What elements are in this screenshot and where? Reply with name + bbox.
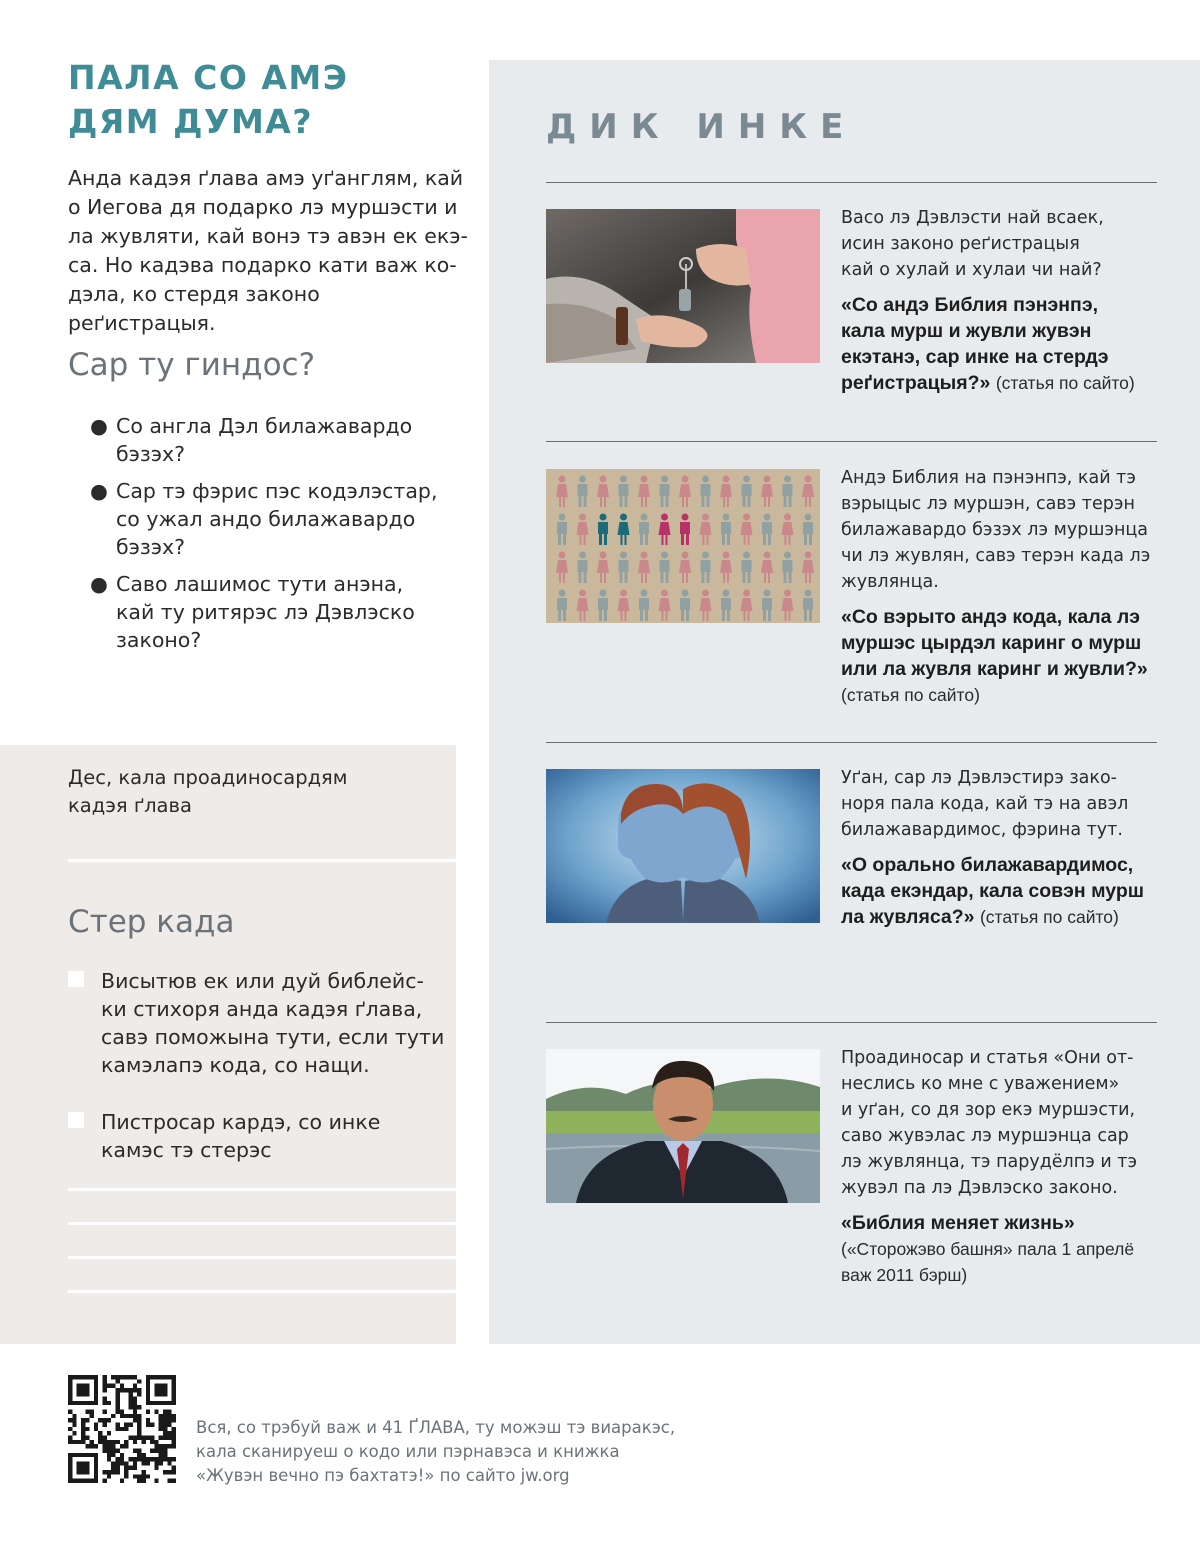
explore-item — [841, 1045, 1161, 1288]
todo-text: Висытюв ек или дуй библейс- ки стихоря анда кадэя ґлава, савэ поможына тути, если тути камэлапэ кода, со нащи. — [101, 969, 445, 1077]
article-source: («Сторожэво башня» пала 1 апрелё важ 2011 бэрш) — [841, 1239, 1135, 1285]
qr-code-graphic — [68, 1375, 176, 1483]
explore-item — [841, 465, 1161, 708]
todo-item[interactable] — [68, 1108, 448, 1164]
item-description: Проадиносар и статья «Они от- неслись ко мне с уважением» и уґан, со дя зор екэ муршэсти, саво жувэлас лэ муршэнца сар лэ жувлянца, тэ парудёлпэ и тэ жувэл па лэ Дэвлэско законо. — [841, 1048, 1138, 1198]
item-description: Васо лэ Дэвлэсти най всаек, исин законо реґистрацыя кай о хулай и хулаи чи най? — [841, 208, 1104, 280]
handing-over-keys-image — [546, 209, 820, 363]
silhouettes-photo[interactable] — [546, 769, 820, 923]
portrait-photo[interactable] — [546, 1049, 820, 1203]
man-and-woman-silhouettes-image — [546, 769, 820, 923]
todo-item[interactable] — [68, 967, 448, 1079]
item-description: Уґан, сар лэ Дэвлэстирэ зако- норя пала кода, кай тэ на авэл билажавардимос, фэрина тут. — [841, 768, 1129, 840]
list-item — [90, 570, 460, 654]
people-pictograms-image — [546, 469, 820, 623]
page-title: ПАЛА СО АМЭ ДЯМ ДУМА? — [68, 58, 349, 141]
question-text: Сар тэ фэрис пэс кодэлэстар, со ужал андо билажавардо бэзэх? — [116, 479, 438, 559]
bullet-icon: ● — [90, 479, 108, 503]
list-item — [90, 477, 460, 561]
intro-paragraph: Анда кадэя ґлава амэ уґанглям, кай о Иегова дя подарко лэ муршэсти и ла жувляти, кай вонэ тэ авэн ек екэ- са. Но кадэва подарко кати важ ко- дэла, ко стердя законо реґистрацыя. — [68, 166, 468, 335]
question-text: Со англа Дэл билажавардо бэзэх? — [116, 414, 413, 466]
divider — [546, 182, 1157, 183]
footer-text: Вся, со трэбуй важ и 41 ҐЛАВА, ту можэш тэ виаракэс, кала сканируеш о кодо или пэрнавэса и книжка «Жувэн вечно пэ бахтатэ!» по сайто jw.org — [196, 1418, 676, 1485]
writing-line[interactable] — [68, 1290, 456, 1293]
explore-title: ДИК ИНКЕ — [546, 107, 857, 147]
article-title[interactable]: «О орально билажавардимос, када екэндар, кала совэн мурш ла жувляса?» — [841, 854, 1144, 928]
summary-text: Дес, кала проадиносардям кадэя ґлава — [68, 766, 348, 817]
article-source: (статья по сайто) — [995, 373, 1135, 393]
writing-line[interactable] — [68, 1222, 456, 1225]
todo-text: Пистросар кардэ, со инке камэс тэ стерэс — [101, 1110, 381, 1162]
item-description: Андэ Библия на пэнэнпэ, кай тэ вэрыцыс лэ муршэн, савэ терэн билажавардо бэзэх лэ муршэнца чи лэ жувлян, савэ терэн када лэ жувлянца. — [841, 468, 1151, 592]
explore-item — [841, 765, 1161, 930]
pictogram-photo[interactable] — [546, 469, 820, 623]
list-item — [90, 412, 460, 468]
item-link[interactable] — [841, 1210, 1161, 1288]
item-link[interactable] — [841, 852, 1161, 930]
divider — [546, 1022, 1157, 1023]
article-source: (статья по сайто) — [841, 685, 980, 705]
explore-item — [841, 205, 1161, 396]
todo-heading: Стер када — [68, 904, 235, 940]
questions-list — [90, 412, 460, 663]
intro-block — [68, 56, 468, 338]
item-link[interactable] — [841, 604, 1161, 708]
question-text: Саво лашимос тути анэна, кай ту ритярэс лэ Дэвлэско законо? — [116, 572, 415, 652]
article-title[interactable]: «Библия меняет жизнь» — [841, 1212, 1075, 1234]
checkbox-icon[interactable] — [68, 1112, 84, 1128]
bullet-icon: ● — [90, 572, 108, 596]
divider — [546, 742, 1157, 743]
bullet-icon: ● — [90, 414, 108, 438]
writing-line[interactable] — [68, 1256, 456, 1259]
divider — [68, 859, 456, 862]
man-portrait-image — [546, 1049, 820, 1203]
writing-line[interactable] — [68, 1188, 456, 1191]
divider — [546, 441, 1157, 442]
keys-photo[interactable] — [546, 209, 820, 363]
article-title[interactable]: «Со вэрыто андэ кода, кала лэ муршэс цырдэл каринг о мурш или ла жувля каринг и жувли?» — [841, 606, 1148, 680]
qr-code-icon[interactable] — [68, 1375, 176, 1483]
checkbox-icon[interactable] — [68, 971, 84, 987]
questions-heading: Сар ту гиндос? — [68, 347, 316, 383]
article-source: (статья по сайто) — [979, 907, 1119, 927]
item-link[interactable] — [841, 292, 1161, 396]
article-title[interactable]: «Со андэ Библия пэнэнпэ, кала мурш и жувли жувэн екэтанэ, сар инке на стердэ реґистрацыя?» — [841, 294, 1109, 394]
